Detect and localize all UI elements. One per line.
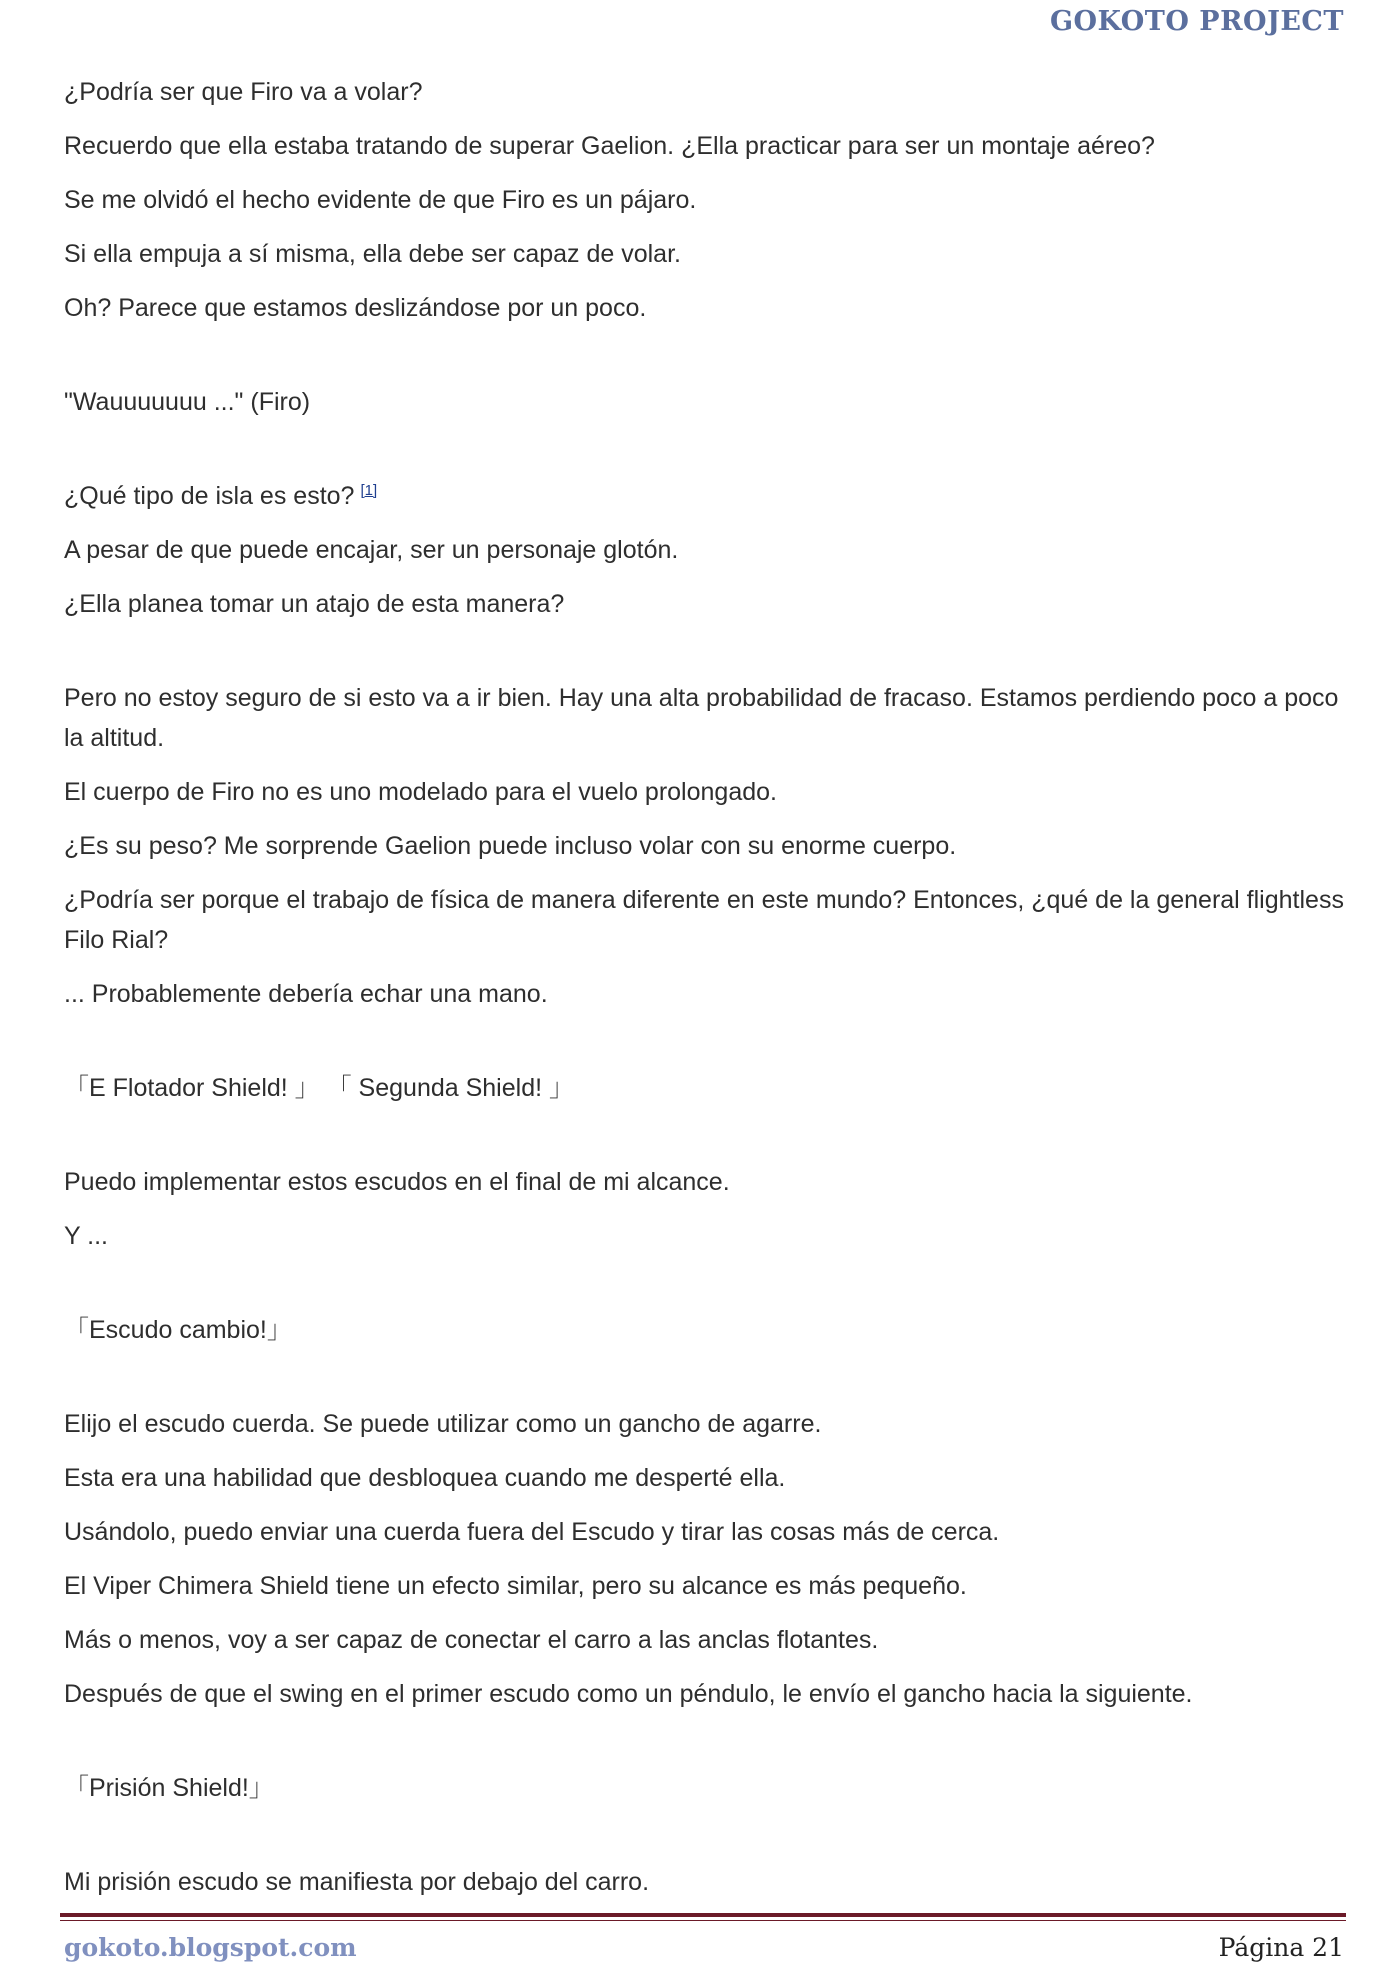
paragraph <box>64 476 1344 516</box>
paragraph-gap <box>64 1028 1344 1068</box>
paragraph <box>64 1620 1344 1660</box>
paragraph-text: El Viper Chimera Shield tiene un efecto similar, pero su alcance es más pequeño. <box>64 1572 967 1600</box>
paragraph <box>64 530 1344 570</box>
paragraph <box>64 1162 1344 1202</box>
paragraph <box>64 1404 1344 1444</box>
paragraph-gap <box>64 1822 1344 1862</box>
brand-title: GOKOTO PROJECT <box>1049 6 1344 37</box>
paragraph <box>64 826 1344 866</box>
footer-rule-thin <box>60 1920 1346 1921</box>
paragraph-text: Oh? Parece que estamos deslizándose por un poco. <box>64 294 647 322</box>
paragraph-text: ¿Ella planea tomar un atajo de esta manera? <box>64 590 565 618</box>
paragraph <box>64 678 1344 758</box>
paragraph-gap <box>64 1364 1344 1404</box>
footnote-link[interactable]: [1] <box>360 481 378 499</box>
paragraph <box>64 1512 1344 1552</box>
paragraph <box>64 1310 1344 1350</box>
paragraph-text: "Wauuuuuuu ..." (Firo) <box>64 388 311 416</box>
footer-rule-thick <box>60 1913 1346 1917</box>
paragraph <box>64 1216 1344 1256</box>
paragraph <box>64 880 1351 960</box>
paragraph <box>64 72 1344 112</box>
paragraph-text: Mi prisión escudo se manifiesta por debajo del carro. <box>64 1868 650 1896</box>
paragraph <box>64 1768 1344 1808</box>
paragraph-text: Esta era una habilidad que desbloquea cuando me desperté ella. <box>64 1464 786 1492</box>
paragraph-text: Puedo implementar estos escudos en el final de mi alcance. <box>64 1168 730 1196</box>
paragraph-text: 「E Flotador Shield! 」 「 Segunda Shield! 」 <box>64 1074 574 1102</box>
paragraph <box>64 1674 1344 1714</box>
page-number: Página 21 <box>1218 1933 1344 1962</box>
paragraph-text: Elijo el escudo cuerda. Se puede utilizar como un gancho de agarre. <box>64 1410 822 1438</box>
paragraph-text: Pero no estoy seguro de si esto va a ir bien. Hay una alta probabilidad de fracaso. Estamos perdiendo poco a poco la altitud. <box>64 684 1346 752</box>
paragraph-gap <box>64 1728 1344 1768</box>
paragraph-text: A pesar de que puede encajar, ser un personaje glotón. <box>64 536 679 564</box>
paragraph-gap <box>64 1270 1344 1310</box>
paragraph-text: ¿Podría ser porque el trabajo de física de manera diferente en este mundo? Entonces, ¿qué de la general flightless Filo Rial? <box>64 886 1351 954</box>
paragraph <box>64 974 1344 1014</box>
paragraph-text: Recuerdo que ella estaba tratando de superar Gaelion. ¿Ella practicar para ser un montaje aéreo? <box>64 132 1155 160</box>
paragraph-text: 「Escudo cambio!」 <box>64 1316 292 1344</box>
paragraph-gap <box>64 1122 1344 1162</box>
paragraph-text: ¿Es su peso? Me sorprende Gaelion puede incluso volar con su enorme cuerpo. <box>64 832 957 860</box>
paragraph-text: El cuerpo de Firo no es uno modelado para el vuelo prolongado. <box>64 778 777 806</box>
paragraph-text: ¿Qué tipo de isla es esto? <box>64 482 355 510</box>
paragraph-text: 「Prisión Shield!」 <box>64 1774 274 1802</box>
paragraph <box>64 234 1344 274</box>
paragraph <box>64 772 1344 812</box>
footer-rule <box>60 1913 1346 1921</box>
paragraph-gap <box>64 436 1344 476</box>
paragraph <box>64 1458 1344 1498</box>
paragraph-text: Se me olvidó el hecho evidente de que Firo es un pájaro. <box>64 186 697 214</box>
paragraph <box>64 1566 1344 1606</box>
paragraph <box>64 288 1344 328</box>
paragraph-text: Después de que el swing en el primer escudo como un péndulo, le envío el gancho hacia la siguiente. <box>64 1680 1193 1708</box>
paragraph <box>64 180 1344 220</box>
paragraph-text: ... Probablemente debería echar una mano. <box>64 980 548 1008</box>
paragraph-text: Si ella empuja a sí misma, ella debe ser capaz de volar. <box>64 240 681 268</box>
paragraph <box>64 1068 1344 1108</box>
paragraph-text: Usándolo, puedo enviar una cuerda fuera del Escudo y tirar las cosas más de cerca. <box>64 1518 1000 1546</box>
paragraph <box>64 1862 1344 1902</box>
paragraph <box>64 584 1344 624</box>
paragraph-text: ¿Podría ser que Firo va a volar? <box>64 78 423 106</box>
paragraph <box>64 126 1344 166</box>
paragraph-text: Y ... <box>64 1222 109 1250</box>
paragraph-gap <box>64 342 1344 382</box>
paragraph-text: Más o menos, voy a ser capaz de conectar el carro a las anclas flotantes. <box>64 1626 879 1654</box>
paragraph <box>64 382 1344 422</box>
document-body <box>64 72 1351 1916</box>
footer-blog-link[interactable]: gokoto.blogspot.com <box>64 1933 357 1962</box>
paragraph-gap <box>64 638 1344 678</box>
